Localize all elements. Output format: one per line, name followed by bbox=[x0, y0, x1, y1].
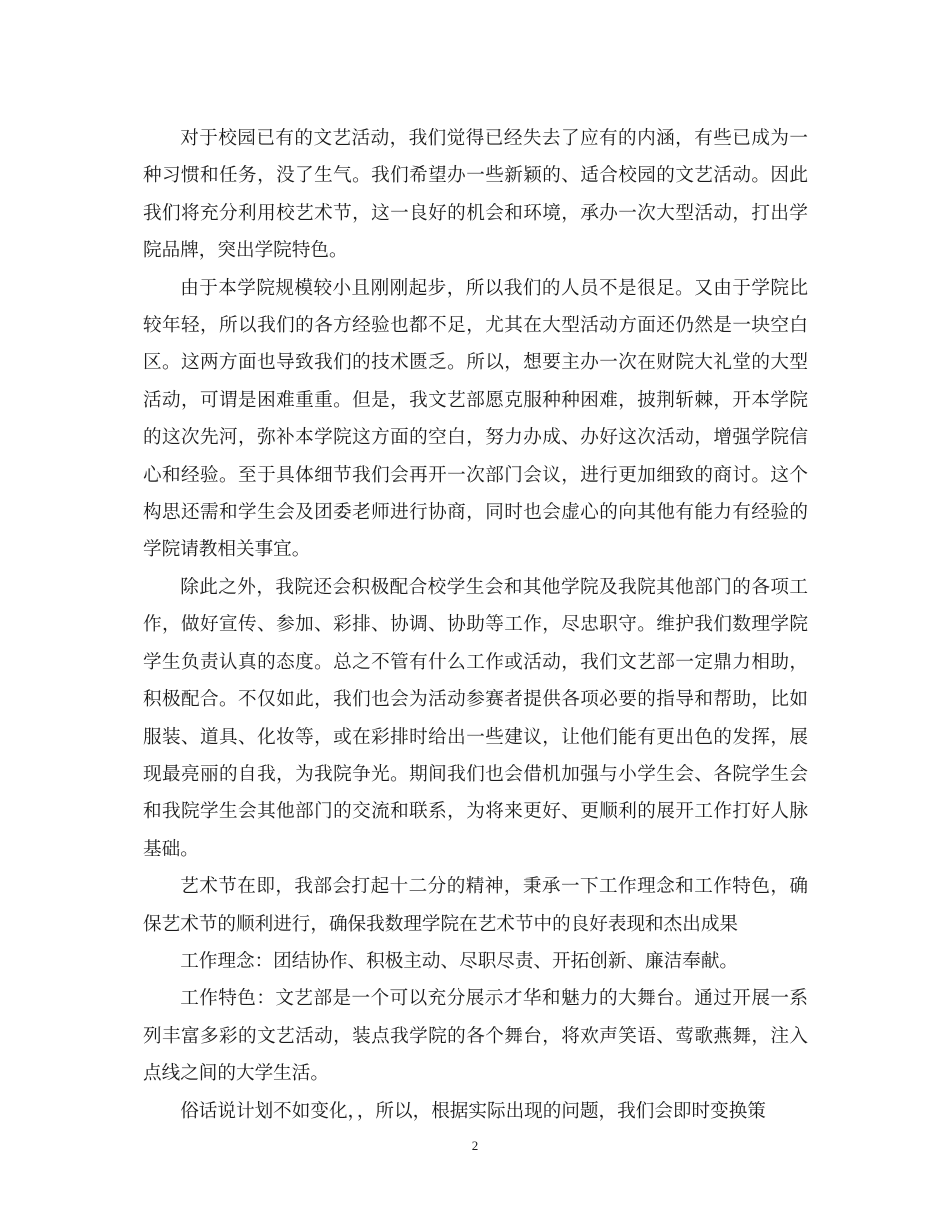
page-number: 2 bbox=[471, 1138, 479, 1153]
paragraph-3: 除此之外，我院还会积极配合校学生会和其他学院及我院其他部门的各项工作，做好宣传、参加、彩排、协调、协助等工作，尽忠职守。维护我们数理学院学生负责认真的态度。总之不管有什么工作或活动，我们文艺部一定鼎力相助，积极配合。不仅如此，我们也会为活动参赛者提供各项必要的指导和帮助，比如服装、道具、化妆等，或在彩排时给出一些建议，让他们能有更出色的发挥，展现最亮丽的自我，为我院争光。期间我们也会借机加强与小学生会、各院学生会和我院学生会其他部门的交流和联系，为将来更好、更顺利的展开工作打好人脉基础。 bbox=[143, 576, 808, 860]
paragraph-6: 工作特色：文艺部是一个可以充分展示才华和魅力的大舞台。通过开展一系列丰富多彩的文艺活动，装点我学院的各个舞台，将欢声笑语、莺歌燕舞，注入点线之间的大学生活。 bbox=[143, 988, 808, 1085]
document-body bbox=[143, 120, 808, 1130]
paragraph-7: 俗话说计划不如变化，，所以，根据实际出现的问题，我们会即时变换策 bbox=[180, 1100, 766, 1122]
paragraph-1: 对于校园已有的文艺活动，我们觉得已经失去了应有的内涵，有些已成为一种习惯和任务，没了生气。我们希望办一些新颖的、适合校园的文艺活动。因此我们将充分利用校艺术节，这一良好的机会和环境，承办一次大型活动，打出学院品牌，突出学院特色。 bbox=[143, 128, 808, 262]
paragraph-5: 工作理念：团结协作、积极主动、尽职尽责、开拓创新、廉洁奉献。 bbox=[180, 950, 739, 972]
paragraph-4: 艺术节在即，我部会打起十二分的精神，秉承一下工作理念和工作特色，确保艺术节的顺利进行，确保我数理学院在艺术节中的良好表现和杰出成果 bbox=[143, 876, 808, 935]
paragraph-2: 由于本学院规模较小且刚刚起步，所以我们的人员不是很足。又由于学院比较年轻，所以我们的各方经验也都不足，尤其在大型活动方面还仍然是一块空白区。这两方面也导致我们的技术匮乏。所以，想要主办一次在财院大礼堂的大型活动，可谓是困难重重。但是，我文艺部愿克服种种困难，披荆斩棘，开本学院的这次先河，弥补本学院这方面的空白，努力办成、办好这次活动，增强学院信心和经验。至于具体细节我们会再开一次部门会议，进行更加细致的商讨。这个构思还需和学生会及团委老师进行协商，同时也会虚心的向其他有能力有经验的学院请教相关事宜。 bbox=[143, 277, 808, 561]
